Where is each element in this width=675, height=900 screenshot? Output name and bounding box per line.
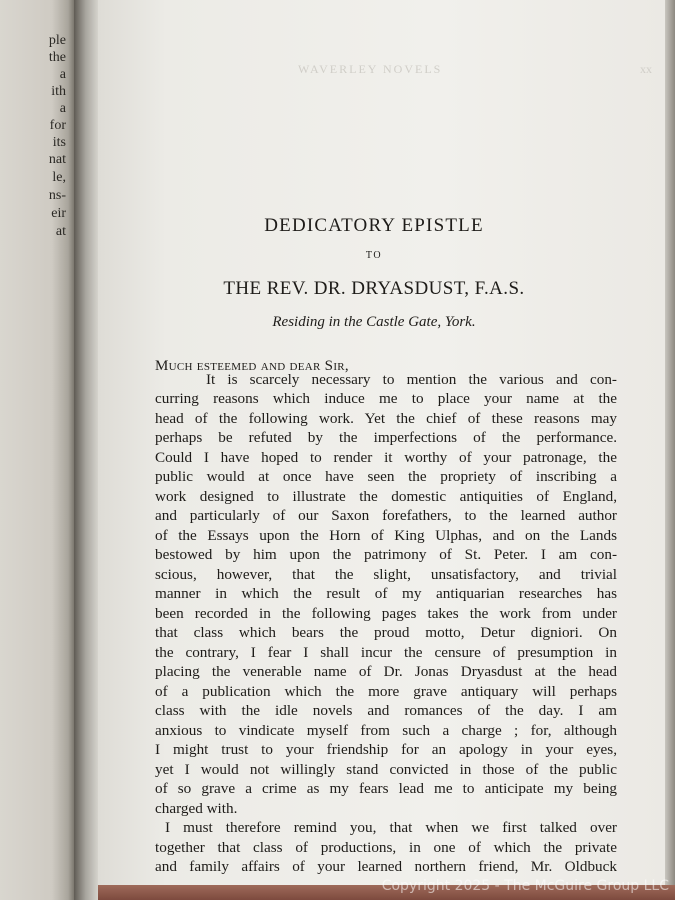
left-page-fragment: a xyxy=(59,67,66,82)
left-page-fragment: eir xyxy=(51,206,66,221)
page-stack-edge xyxy=(665,0,675,900)
body-line: of a publication which the more grave antiquary will perhaps xyxy=(155,683,617,700)
left-page-fragment: ith xyxy=(51,84,66,99)
body-line: together that class of productions, in one of which the private xyxy=(155,839,617,856)
body-line: that class which bears the proud motto, Detur digniori. On xyxy=(155,624,617,641)
body-line: anxious to vindicate myself from such a charge ; for, although xyxy=(155,722,617,739)
epistle-title: DEDICATORY EPISTLE xyxy=(264,215,484,236)
body-line: bestowed by him upon the patrimony of St. Peter. I am con- xyxy=(155,546,617,563)
body-line: yet I would not willingly stand convicted in those of the public xyxy=(155,761,617,778)
epistle-to: TO xyxy=(365,250,383,261)
body-line: scious, however, that the slight, unsatisfactory, and trivial xyxy=(155,566,617,583)
left-page-fragment: at xyxy=(55,224,66,239)
body-line: and family affairs of your learned northern friend, Mr. Oldbuck xyxy=(155,858,617,875)
salutation: Much esteemed and dear Sir, xyxy=(155,358,349,374)
body-line: head of the following work. Yet the chief of these reasons may xyxy=(155,410,617,427)
copyright-watermark: Copyright 2025 - The McGuire Group LLC xyxy=(381,878,669,894)
show-through-running-head: WAVERLEY NOVELS xyxy=(298,62,443,76)
body-line: manner in which the result of my antiquarian researches has xyxy=(155,585,617,602)
left-page-fragment: the xyxy=(48,50,66,65)
body-line: of the Essays upon the Horn of King Ulphas, and on the Lands xyxy=(155,527,617,544)
left-page-fragment: ple xyxy=(48,33,66,48)
left-page-fragment: for xyxy=(49,118,66,133)
body-line: placing the venerable name of Dr. Jonas Dryasdust at the head xyxy=(155,663,617,680)
body-line: I might trust to your friendship for an apology in your eyes, xyxy=(155,741,617,758)
body-line: Could I have hoped to render it worthy of your patronage, the xyxy=(155,449,617,466)
body-line: I must therefore remind you, that when we first talked over xyxy=(165,819,617,836)
recipient-residence: Residing in the Castle Gate, York. xyxy=(272,314,476,330)
body-line: public would at once have seen the propriety of inscribing a xyxy=(155,468,617,485)
body-line: work designed to illustrate the domestic antiquities of England, xyxy=(155,488,617,505)
book-gutter xyxy=(74,0,100,900)
body-line: perhaps be refuted by the imperfections of the performance. xyxy=(155,429,617,446)
left-page-fragment: nat xyxy=(48,152,66,167)
left-page-fragment: ns- xyxy=(48,188,66,203)
left-page-fragment: its xyxy=(52,135,66,150)
body-line: class with the idle novels and romances of the day. I am xyxy=(155,702,617,719)
previous-page xyxy=(0,0,74,900)
left-page-fragment: a xyxy=(59,101,66,116)
epistle-recipient: THE REV. DR. DRYASDUST, F.A.S. xyxy=(223,278,525,299)
body-line: It is scarcely necessary to mention the various and con- xyxy=(206,371,617,388)
body-line: of so grave a crime as my fears lead me to anticipate my being xyxy=(155,780,617,797)
body-line: the contrary, I fear I shall incur the censure of presumption in xyxy=(155,644,617,661)
left-page-fragment: le, xyxy=(52,170,66,185)
body-line: charged with. xyxy=(155,800,238,817)
show-through-page-number: xx xyxy=(640,62,652,76)
body-line: and particularly of our Saxon forefathers, to the learned author xyxy=(155,507,617,524)
body-line: curring reasons which induce me to place your name at the xyxy=(155,390,617,407)
body-line: been recorded in the following pages takes the work from under xyxy=(155,605,617,622)
